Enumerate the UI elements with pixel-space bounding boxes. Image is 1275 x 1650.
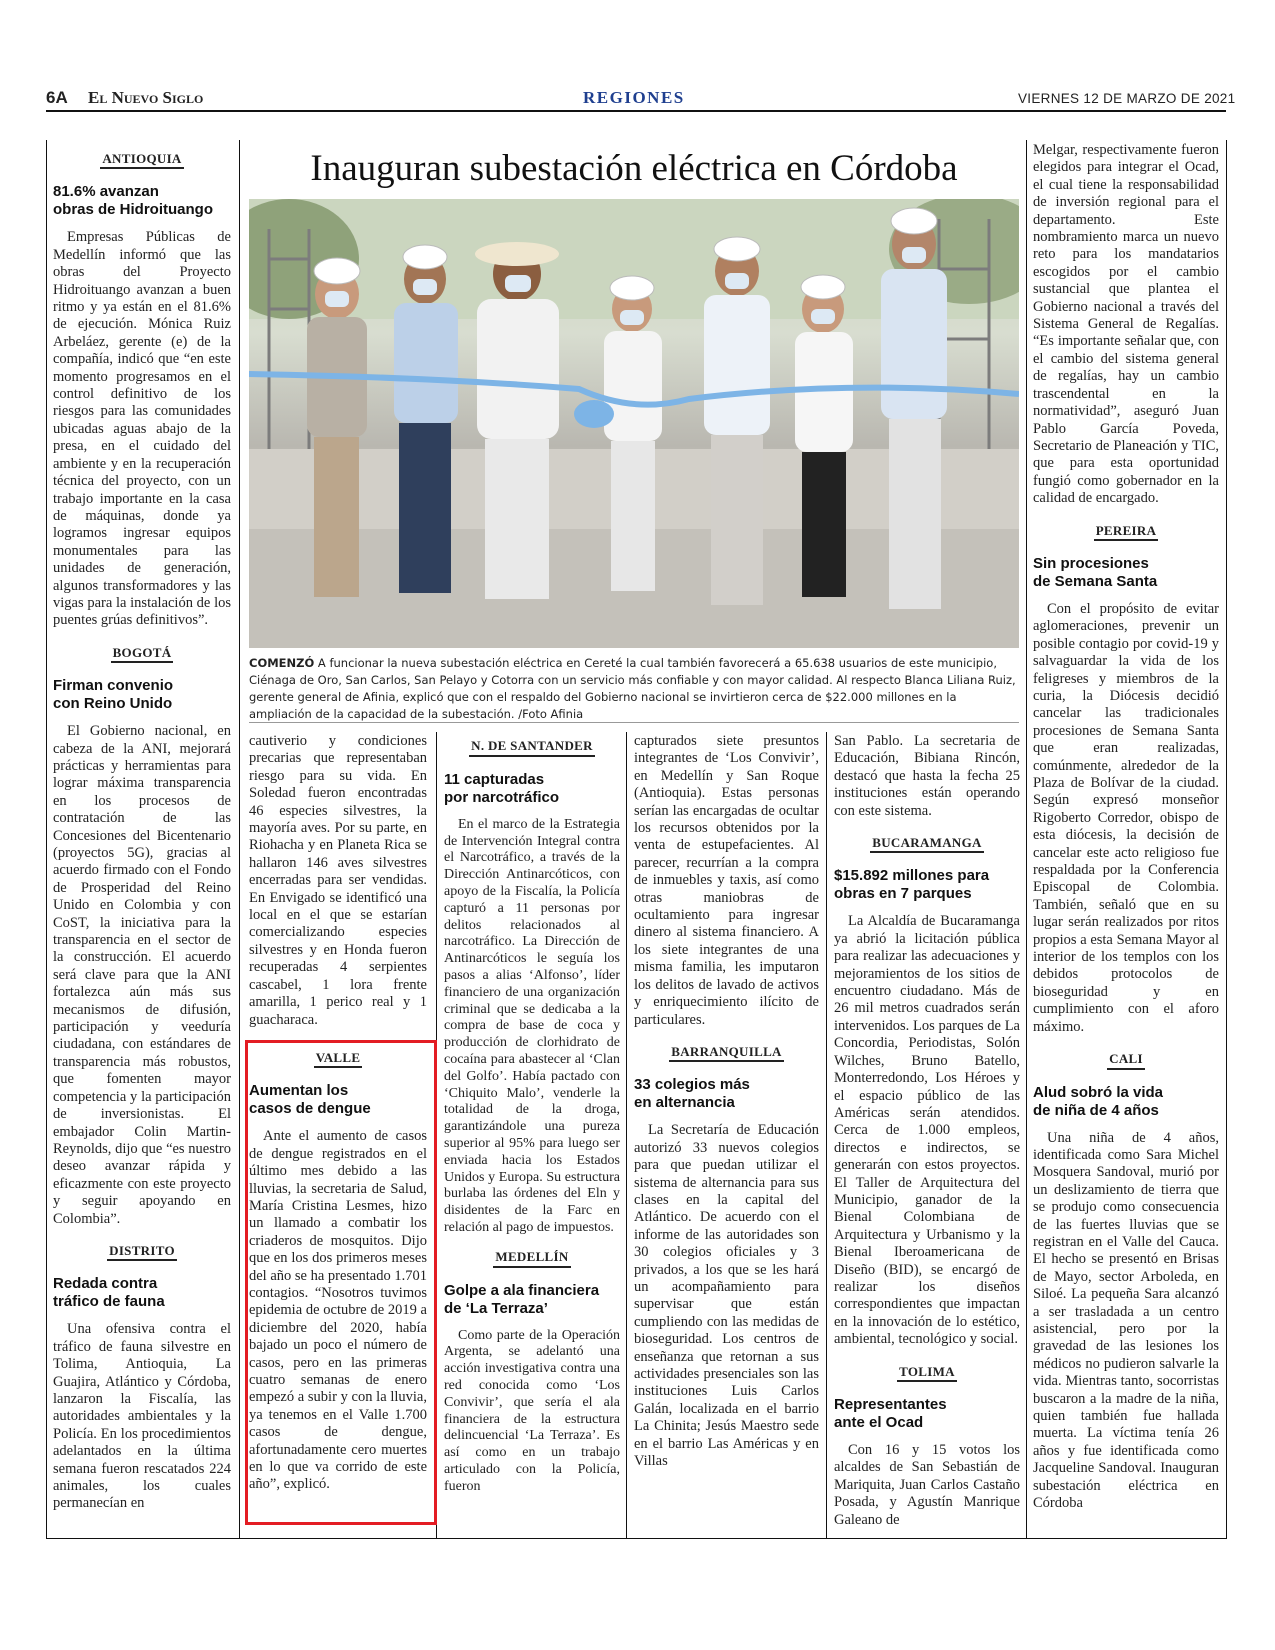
section-label-bogota: BOGOTÁ — [111, 644, 174, 663]
col-divider-4 — [826, 732, 827, 1538]
col-divider-3 — [626, 732, 627, 1538]
newspaper-name: El Nuevo Siglo — [88, 88, 204, 107]
section-label-medellin: MEDELLÍN — [493, 1249, 570, 1268]
main-headline: Inauguran subestación eléctrica en Córdoba — [310, 148, 958, 189]
headline-ocad: Representantes ante el Ocad — [834, 1396, 947, 1431]
body-narcotrafico: En el marco de la Estrategia de Intervención Integral contra el Narcotráfico, a través de la Dirección Antinarcóticos, con apoyo de la Fiscalía, la Policía capturó a 11 personas por delitos relacionados al narcotráfico. La Dirección de Antinarcóticos le seguía los pasos a alias ‘Alfonso’, líder financiero de una organización criminal que se dedicaba a la compra de base de coca y producción de clorhidrato de cocaína para abastecer al ‘Clan del Golfo’. Había pactado con ‘Chiquito Malo’, venderle la totalidad de la droga, garantizándole una pureza superior al 95% para luego ser enviada hacia los Estados Unidos y Europa. Su estructura burlaba las órdenes del Eln y disidentes de la Farc en relación al pago de impuestos. — [444, 816, 620, 1235]
masthead-rule — [46, 110, 1226, 112]
headline-colegios: 33 colegios más en alternancia — [634, 1076, 750, 1112]
ceremony-photo — [249, 199, 1019, 648]
highlight-box-dengue — [245, 1040, 437, 1525]
col-divider-5 — [1026, 140, 1027, 1538]
body-ocad: Con 16 y 15 votos los alcaldes de San Sebastián de Mariquita, Juan Carlos Castaño Posada, y Agustín Manrique Galeano de — [834, 1442, 1020, 1528]
body-terraza: Como parte de la Operación Argenta, se adelantó una acción investigativa contra una red conocida como ‘Los Convivir’, que sería el ala financiera de la estructura delincuencial ‘La Terraza’. Es así como en un trabajo articulado con la Policía, fueron — [444, 1327, 620, 1494]
ribbon-cutting-illustration — [249, 199, 1019, 648]
frame-left — [46, 140, 47, 1539]
body-colegios-cont: San Pablo. La secretaria de Educación, Bibiana Rincón, destacó que hasta la fecha 25 instituciones están operando con este sistema. — [834, 733, 1020, 819]
body-reino-unido: El Gobierno nacional, en cabeza de la ANI, mejorará prácticas y herramientas para lograr máxima transparencia en los procesos de contratación de las Concesiones del Bicentenario (proyectos 5G), gracias al acuerdo firmado con el Fondo de Prosperidad del Reino Unido en Colombia y con CoST, la iniciativa para la transparencia en el sector de la construcción. El acuerdo será clave para que la ANI fortalezca aún más sus mecanismos de difusión, participación y veeduría ciudadana, con estándares de transparencia más robustos, que fomenten mayor competencia y la participación de inversionistas. El embajador Colin Martin-Reynolds, dijo que “es nuestro deseo avanzar rápida y eficazmente con este proyecto y seguir apoyando en Colombia”. — [53, 723, 231, 1227]
headline-narcotrafico: 11 capturadas por narcotráfico — [444, 770, 560, 806]
body-procesiones: Con el propósito de evitar aglomeraciones, prevenir un posible contagio por covid-19 y salvaguardar la vida de los feligreses y miembros de la curia, la Diócesis decidió cancelar las tradicionales procesiones de Semana Santa que eran realizadas, comúnmente, alrededor de la Plaza de Bolívar de la ciudad. Según expresó monseñor Rigoberto Corredor, obispo de esta diócesis, la decisión de cancelar este acto religioso fue respaldada por la Conferencia Episcopal de Colombia. También, señaló que en su lugar serán realizados por ritos propios a esta Semana Mayor al interior de los templos con los debidos protocolos de bioseguridad y en cumplimiento con el aforo máximo. — [1033, 600, 1219, 1035]
section-label-bucaramanga: BUCARAMANGA — [870, 834, 983, 853]
issue-date: VIERNES 12 DE MARZO DE 2021 — [1018, 91, 1236, 106]
col-divider-1 — [239, 140, 240, 1538]
section-label-cali: CALI — [1107, 1050, 1145, 1069]
body-alud: Una niña de 4 años, identificada como Sara Michel Mosquera Sandoval, murió por un deslizamiento de tierra que se produjo como consecuencia de las fuertes lluvias que se registran en el Valle del Cauca. El hecho se presentó en Brisas de Mayo, sector Arboleda, en Siloé. La pequeña Sara alcanzó a ser trasladada a un centro asistencial, pero por la gravedad de las lesiones los médicos no pudieron salvarle la vida. Mientras tanto, socorristas buscaron a la madre de la niña, quien también fue hallada muerta. La víctima tenía 26 años y fue identificada como Jacqueline Sandoval. Inauguran subestación eléctrica en Córdoba — [1033, 1129, 1219, 1512]
body-dengue: Ante el aumento de casos de dengue registrados en el último mes debido a las lluvias, la secretaria de Salud, María Cristina Lesmes, hizo un llamado a combatir los criaderos de mosquitos. Dijo que en los dos primeros meses del año se ha presentado 1.701 contagios. “Nosotros tuvimos epidemia de octubre de 2019 a diciembre del 2020, había bajado un poco el número de casos, pero en las primeras cuatro semanas de enero empezó a subir y con la lluvia, ya tenemos en el Valle 1.700 casos de dengue, afortunadamente cero muertes en lo que va corrido de este año”, explicó. — [249, 1128, 427, 1493]
page-number: 6A — [46, 88, 68, 107]
frame-bottom — [46, 1538, 1227, 1539]
section-label-santander: N. DE SANTANDER — [469, 738, 595, 757]
caption-text: A funcionar la nueva subestación eléctrica en Cereté la cual también favorecerá a 65.638 usuarios de este municipio, Ciénaga de Oro, San Carlos, San Pelayo y Cotorra con un servicio más confiable y con mayor calidad. Al respecto Blanca Liliana Ruiz, gerente general de Afinia, explicó que con el respaldo del Gobierno nacional se invirtieron cerca de $22.000 millones en la ampliación de la capacidad de la subestación. /Foto Afinia — [249, 656, 1016, 721]
frame-right — [1226, 140, 1227, 1539]
section-label-distrito: DISTRITO — [107, 1242, 177, 1261]
column-6 — [1033, 142, 1219, 1512]
headline-parques: $15.892 millones para obras en 7 parques — [834, 867, 990, 903]
body-parques: La Alcaldía de Bucaramanga ya abrió la licitación pública para realizar las adecuaciones y mejoramientos de los sitios de encuentro ciudadano. Más de 26 mil metros cuadrados serán intervenidos. Los parques de La Concordia, Periodistas, Solón Wilches, Bruno Batello, Monterredondo, Los Héroes y el espacio público de las Américas serán atendidos. Cerca de 1.000 empleos, directos e indirectos, se generarán con estos proyectos. El Taller de Arquitectura del Municipio, ganador de la Bienal Colombiana de Arquitectura y Urbanismo y la Bienal Iberoamericana de Diseño (BID), se encargó de realizar los diseños correspondientes que impactan en la innovación de lo estético, ambiental, tecnológico y social. — [834, 913, 1020, 1348]
body-fauna-cont: cautiverio y condiciones precarias que representaban riesgo para su vida. En Soledad fueron encontradas 46 especies silvestres, la mayoría aves. Por su parte, en Riohacha y en Planeta Rica se hallaron 146 aves silvestres encerradas para ser vendidas. En Envigado se identificó una local en el que se estarían comercializando especies silvestres y en Honda fueron recuperadas 4 serpientes cascabel, 1 lora frente amarilla, 1 perico real y 1 guacharaca. — [249, 733, 427, 1028]
caption-lead: COMENZÓ — [249, 656, 315, 670]
headline-hidroituango: 81.6% avanzan obras de Hidroituango — [53, 183, 214, 219]
body-terraza-cont: capturados siete presuntos integrantes de ‘Los Convivir’, en Medellín y San Roque (Antioquia). Estas personas serían las encargadas de ocultar los recursos obtenidos por la venta de estupefacientes. Al parecer, recurrían a la compra de inmuebles y taxis, así como otras maniobras de ocultamiento para ingresar dinero al sistema financiero. A los siete integrantes de una misma familia, les imputaron los delitos de lavado de activos y enriquecimiento ilícito de particulares. — [634, 733, 819, 1028]
headline-reino-unido: Firman convenio con Reino Unido — [53, 677, 174, 713]
headline-alud: Alud sobró la vida de niña de 4 años — [1033, 1083, 1164, 1119]
section-label-pereira: PEREIRA — [1094, 522, 1159, 541]
body-hidroituango: Empresas Públicas de Medellín informó que las obras del Proyecto Hidroituango avanzan a buen ritmo y ya están en el 81.6% de ejecución. Mónica Ruiz Arbeláez, gerente (e) de la compañía, indicó que “en este momento progresamos en el control definitivo de los riesgos para las comunidades ubicadas aguas abajo de la presa, en el cuidado del ambiente y en la recuperación técnica del proyecto, con un trabajo importante en la casa de máquinas, donde ya logramos ingresar equipos monumentales para las unidades de generación, algunos transformadores y las vigas para la instalación de los puentes grúas definitivos”. — [53, 229, 231, 629]
body-fauna: Una ofensiva contra el tráfico de fauna silvestre en Tolima, Antioquia, La Guajira, Atlántico y Córdoba, lanzaron la Fiscalía, las autoridades ambientales y la Policía. En los procedimientos adelantados en la última semana fueron rescatados 224 animales, los cuales permanecían en — [53, 1321, 231, 1512]
headline-dengue: Aumentan los casos de dengue — [249, 1082, 371, 1118]
headline-terraza: Golpe a ala financiera de ‘La Terraza’ — [444, 1281, 600, 1317]
column-3 — [444, 738, 620, 1495]
photo-caption — [249, 655, 1019, 723]
section-label-antioquia: ANTIOQUIA — [100, 150, 183, 169]
column-5 — [834, 733, 1020, 1529]
section-label-barranquilla: BARRANQUILLA — [669, 1043, 784, 1062]
body-ocad-cont: Melgar, respectivamente fueron elegidos para integrar el Ocad, el cual tiene la responsabilidad de inversión regional para el departamento. Este nombramiento marca un nuevo reto para los mandatarios escogidos por el cambio sustancial que plantea el Gobierno nacional a través del Sistema General de Regalías. “Es importante señalar que, con el cambio del sistema general de regalías, hay un cambio trascendental en la normatividad”, aseguró Juan Pablo García Poveda, Secretario de Planeación y TIC, que para esta oportunidad fungió como gobernador en la calidad de encargado. — [1033, 142, 1219, 507]
headline-procesiones: Sin procesiones de Semana Santa — [1033, 554, 1158, 590]
section-name: REGIONES — [583, 88, 685, 107]
column-4 — [634, 733, 819, 1470]
headline-fauna: Redada contra tráfico de fauna — [53, 1275, 165, 1311]
section-label-valle: VALLE — [314, 1049, 363, 1068]
section-label-tolima: TOLIMA — [897, 1363, 957, 1382]
body-colegios: La Secretaría de Educación autorizó 33 nuevos colegios para que puedan utilizar el sistema de alternancia para sus clases en la capital del Atlántico. De acuerdo con el informe de las autoridades son 30 colegios oficiales y 3 privados, a los que se les hará un acompañamiento para supervisar que están cumpliendo con las medidas de bioseguridad. Los centros de enseñanza que retornan a sus actividades presenciales son las instituciones Luis Carlos Galán, localizada en el barrio La Chinita; Jesús Maestro sede en el barrio Las Américas y en Villas — [634, 1122, 819, 1470]
column-1 — [53, 150, 231, 1513]
